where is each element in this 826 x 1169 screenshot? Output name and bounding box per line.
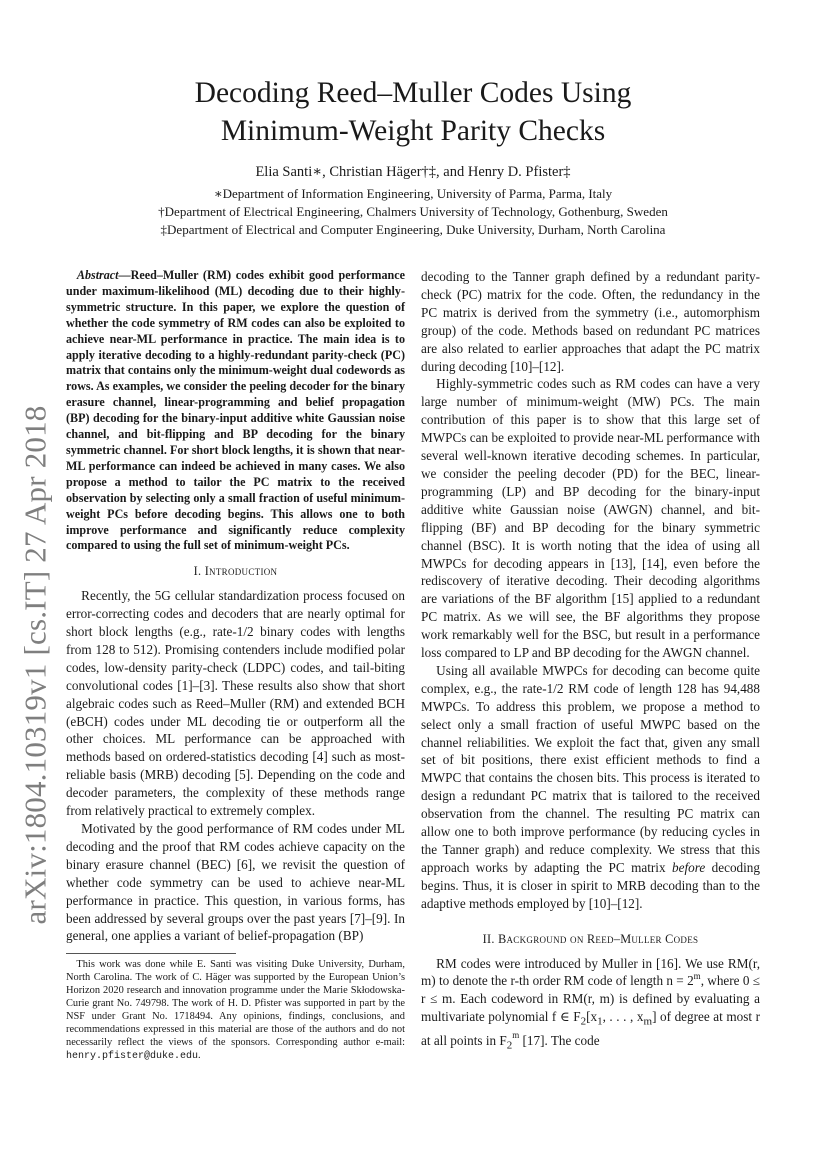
intro-p4-text-a: Using all available MWPCs for decoding can become quite complex, e.g., the rate-1/2 RM code of length 128 has 94,488 MWPCs. To address this problem, we propose a method to select only a small fraction of useful MWPC based on the channel reliabilities. We exploit the fact that, given any small set of bit positions, there exist efficient methods to find a MWPC that contains the chosen bits. This process is iterated to design a redundant PC matrix that is tailored to the received observation from the channel. The resulting PC matrix can allow one to both improve performance (by reducing cycles in the Tanner graph) and reduce complexity. We stress that this approach works by adapting the PC matrix [421, 662, 760, 875]
arxiv-stamp [16, 345, 56, 985]
intro-paragraph-4 [421, 662, 760, 913]
left-column [66, 268, 405, 1064]
intro-paragraph-3: Highly-symmetric codes such as RM codes can have a very large number of minimum-weight (MW) PCs. The main contribution of this paper is to show that this large set of MWPCs can be exploited to provide near-ML performance with several well-known iterative decoding schemes. In particular, we consider the peeling decoder (PD) for the BEC, linear-programming (LP) and BP decoding for the binary-input additive white Gaussian noise (AWGN) channel, and bit-flipping (BF) and BP decoding for the binary symmetric channel (BSC). It is worth noting that the idea of using all MWPCs for decoding appears in [13], [14], even before the rediscovery of iterative decoding. Their decoding algorithms are variations of the BF algorithm [15] applied to a redundant PC matrix. As we will see, the BF algorithms they propose work remarkably well for the BSC, but result in a performance loss compared to LP and BP decoding for the AWGN channel. [421, 376, 760, 661]
bg-sub-field: 2 [506, 1039, 513, 1052]
title-line-1: Decoding Reed–Muller Codes Using [194, 77, 632, 109]
bg-sup-field: m [512, 1030, 520, 1041]
intro-paragraph-1: Recently, the 5G cellular standardization process focused on error-correcting codes and decoders that are nearly optimal for short block lengths (e.g., rate-1/2 binary codes with lengths from 128 to 512). Promising contenders include modified polar codes, low-density parity-check (LDPC) codes, and tail-biting convolutional codes [1]–[3]. These results also show that short algebraic codes such as Reed–Muller (RM) and extended BCH (eBCH) codes under ML decoding tie or outperform all the other choices. ML performance can be approached with methods based on ordered-statistics decoding [4] such as most-reliable basis (MRB) decoding [5]. Depending on the code and decoder parameters, the complexity of these methods range from relatively practical to extremely complex. [66, 588, 405, 819]
bg-text-c: , where 0 ≤ r ≤ m. Each codeword in RM(r, m) is defined by evaluating a multivariate polynomial f ∈ F [421, 973, 761, 1025]
section-heading-introduction: I. Introduction [193, 564, 278, 579]
abstract-text: —Reed–Muller (RM) codes exhibit good performance under maximum-likelihood (ML) decoding due to their highly-symmetric structure. In this paper, we explore the question of whether the code symmetry of RM codes can also be exploited to achieve near-ML performance in practice. The main idea is to apply iterative decoding to a highly-redundant parity-check (PC) matrix that contains only the minimum-weight dual codewords as rows. As examples, we consider the peeling decoder for the binary erasure channel, linear-programming and belief propagation (BP) decoding for the binary-input additive white Gaussian noise channel, and bit-flipping and BP decoding for the binary symmetric channel. For short block lengths, it is shown that near-ML performance can indeed be achieved in many cases. We also propose a method to tailor the PC matrix to the received observation by selecting only a small fraction of useful minimum-weight PCs before decoding begins. This allows one to both improve performance and significantly reduce complexity compared to using the full set of minimum-weight PCs. [66, 268, 405, 553]
bg-text-g: [17]. The code [519, 1032, 600, 1048]
footnote [66, 959, 405, 1063]
abstract [66, 268, 405, 554]
intro-paragraph-2: Motivated by the good performance of RM codes under ML decoding and the proof that RM codes achieve capacity on the binary erasure channel (BEC) [6], we revisit the question of whether code symmetry can be used to achieve near-ML performance in practice. This question, in various forms, has been addressed by several groups over the past years [7]–[9]. In general, one applies a variant of belief-propagation (BP) [66, 821, 405, 944]
footnote-end: . [198, 1049, 201, 1061]
abstract-label: Abstract [76, 268, 119, 282]
affiliations [60, 185, 766, 238]
bg-text-a: RM codes were introduced by Muller in [16]. We use [436, 955, 728, 971]
affiliation-chalmers: †Department of Electrical Engineering, Chalmers University of Technology, Gothenburg, Sweden [158, 203, 668, 219]
author-list: Elia Santi∗, Christian Häger†‡, and Henry D. Pfister‡ [255, 164, 571, 180]
bg-math-rm: RM(r, m) [421, 955, 760, 989]
section-heading-background: II. Background on Reed–Muller Codes [482, 931, 699, 946]
title-line-2: Minimum-Weight Parity Checks [220, 115, 606, 147]
arxiv-stamp-text: arXiv:1804.10319v1 [cs.IT] 27 Apr 2018 [18, 405, 53, 925]
bg-sub-m: m [643, 1015, 653, 1028]
footnote-email: henry.pfister@duke.edu [66, 1050, 199, 1062]
bg-text-f: ] of degree at most r at all points in F [421, 1009, 760, 1048]
footnote-divider [66, 953, 236, 954]
bg-sup-m: m [693, 971, 701, 982]
intro-p4-text-b: decoding begins. Thus, it is closer in spirit to MRB decoding than to the adaptive methods employed by [10]–[12]. [421, 859, 760, 911]
affiliation-parma: ∗Department of Information Engineering, University of Parma, Parma, Italy [213, 186, 613, 201]
paper-title [60, 74, 766, 150]
bg-sub-2: 2 [580, 1015, 587, 1028]
right-column [421, 268, 760, 1055]
bg-sub-1: 1 [597, 1015, 603, 1028]
footnote-text: This work was done while E. Santi was visiting Duke University, Durham, North Carolina. The work of C. Häger was supported by the European Union’s Horizon 2020 research and innovation programme under the Marie Skłodowska-Curie grant No. 749798. The work of H. D. Pfister was supported in part by the NSF under Grant No. 1718494. Any opinions, findings, conclusions, and recommendations expressed in this material are those of the authors and do not necessarily reflect the views of the sponsors. Corresponding author e-mail: [66, 959, 405, 1048]
affiliation-duke: ‡Department of Electrical and Computer Engineering, Duke University, Durham, North Carolina [160, 221, 666, 237]
bg-text-b: to denote the r-th order RM code of length n = 2 [435, 973, 694, 989]
intro-p4-emphasis: before [672, 859, 706, 875]
intro-paragraph-2-continued: decoding to the Tanner graph defined by a redundant parity-check (PC) matrix for the code. Often, the redundancy in the PC matrix is derived from the symmetry (i.e., automorphism group) of the code. Methods based on redundant PC matrices are also related to earlier approaches that adapt the PC matrix during decoding [10]–[12]. [421, 269, 760, 374]
bg-text-d: [x [586, 1009, 598, 1025]
bg-text-e: , . . . , x [602, 1009, 644, 1025]
background-paragraph-1 [421, 955, 760, 1056]
